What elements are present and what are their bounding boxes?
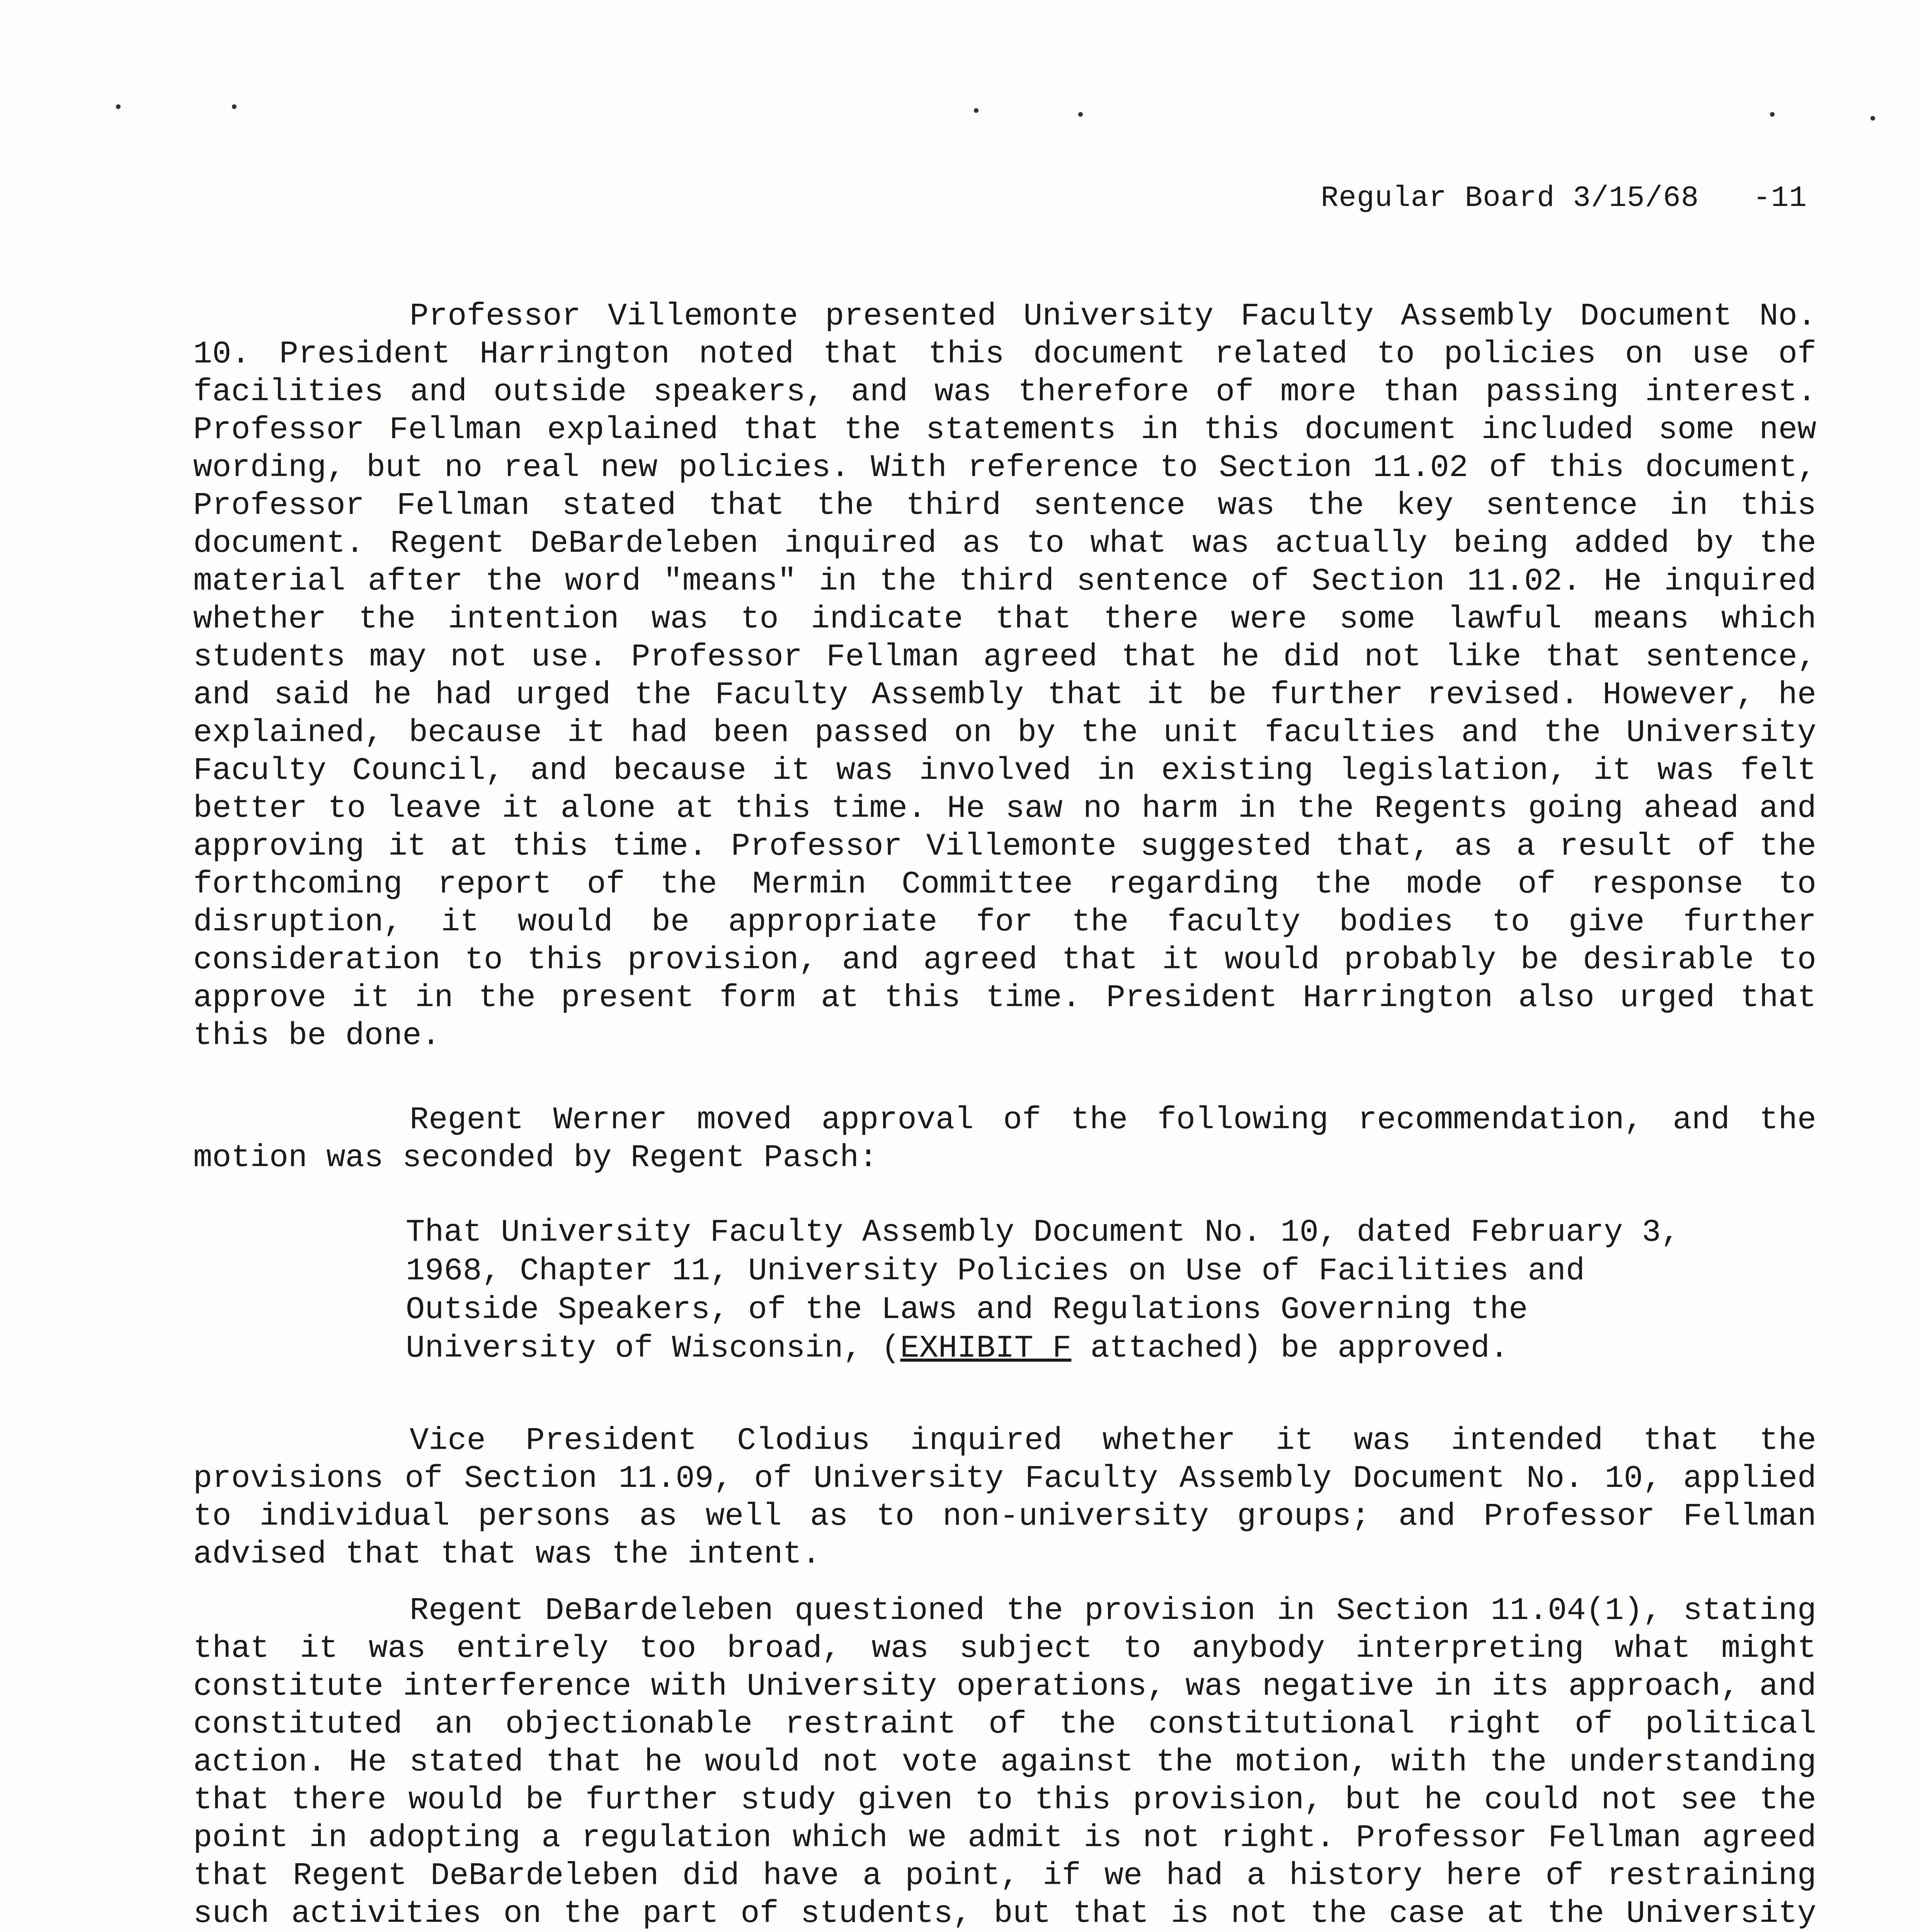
scan-speck — [974, 108, 979, 113]
paragraph-clodius: Vice President Clodius inquired whether it was intended that the provisions of Section 11.09, of University Faculty Assembly Document No. 10, applied to individual persons as well as to non-university groups; and Professor Fellman advised that that was the intent. — [193, 1423, 1816, 1572]
scan-speck — [232, 104, 237, 109]
paragraph-block — [193, 1101, 1816, 1177]
paragraph-block — [193, 1422, 1816, 1573]
scan-speck — [1078, 112, 1083, 117]
page-header — [1321, 182, 1807, 215]
resolution-text — [406, 1213, 1681, 1368]
paragraph-villemonte: Professor Villemonte presented University Faculty Assembly Document No. 10. President Harrington noted that this document related to policies on use of facilities and outside speakers, and was therefore of more than passing interest. Professor Fellman explained that the statements in this document included some new wording, but no real new policies. With reference to Section 11.02 of this document, Professor Fellman stated that the third sentence was the key sentence in this document. Regent DeBardeleben inquired as to what was actually being added by the material after the word "means" in the third sentence of Section 11.02. He inquired whether the intention was to indicate that there were some lawful means which students may not use. Professor Fellman agreed that he did not like that sentence, and said he had urged the Faculty Assembly that it be further revised. However, he explained, because it had been passed on by the unit faculties and the University Faculty Council, and because it was involved in existing legislation, it was felt better to leave it alone at this time. He saw no harm in the Regents going ahead and approving it at this time. Professor Villemonte suggested that, as a result of the forthcoming report of the Mermin Committee regarding the mode of response to disruption, it would be appropriate for the faculty bodies to give further consideration to this provision, and agreed that it would probably be desirable to approve it in the present form at this time. President Harrington also urged that this be done. — [193, 298, 1816, 1054]
paragraph-debardeleben: Regent DeBardeleben questioned the provision in Section 11.04(1), stating that it was entirely too broad, was subject to anybody interpreting what might constitute interference with University operations, was negative in its approach, and constituted an objectionable restraint of the constitutional right of political action. He stated that he would not vote against the motion, with the understanding that there would be further study given to this provision, but he could not see the point in adopting a regulation which we admit is not right. Professor Fellman agreed that Regent DeBardeleben did have a point, if we had a history here of restraining such activities on the part of students, but that is not the case at the University — [193, 1593, 1816, 1932]
paragraph-block — [193, 1592, 1816, 1932]
resolution-after: attached) be approved. — [1071, 1330, 1509, 1366]
scan-speck — [1870, 116, 1875, 121]
exhibit-reference: EXHIBIT F — [900, 1330, 1072, 1366]
paragraph-block — [193, 298, 1816, 1055]
resolution-before: That University Faculty Assembly Document No. 10, dated February 3, 1968, Chapter 11, University Policies on Use of Facilities and Outside Speakers, of the Laws and Regulations Governing the University of Wisconsin, ( — [406, 1214, 1680, 1366]
paragraph-motion: Regent Werner moved approval of the following recommendation, and the motion was seconded by Regent Pasch: — [193, 1102, 1816, 1176]
scan-speck — [116, 104, 121, 109]
header-page-ref: -11 — [1753, 182, 1807, 215]
header-label: Regular Board 3/15/68 — [1321, 182, 1699, 215]
scan-speck — [1770, 112, 1775, 117]
